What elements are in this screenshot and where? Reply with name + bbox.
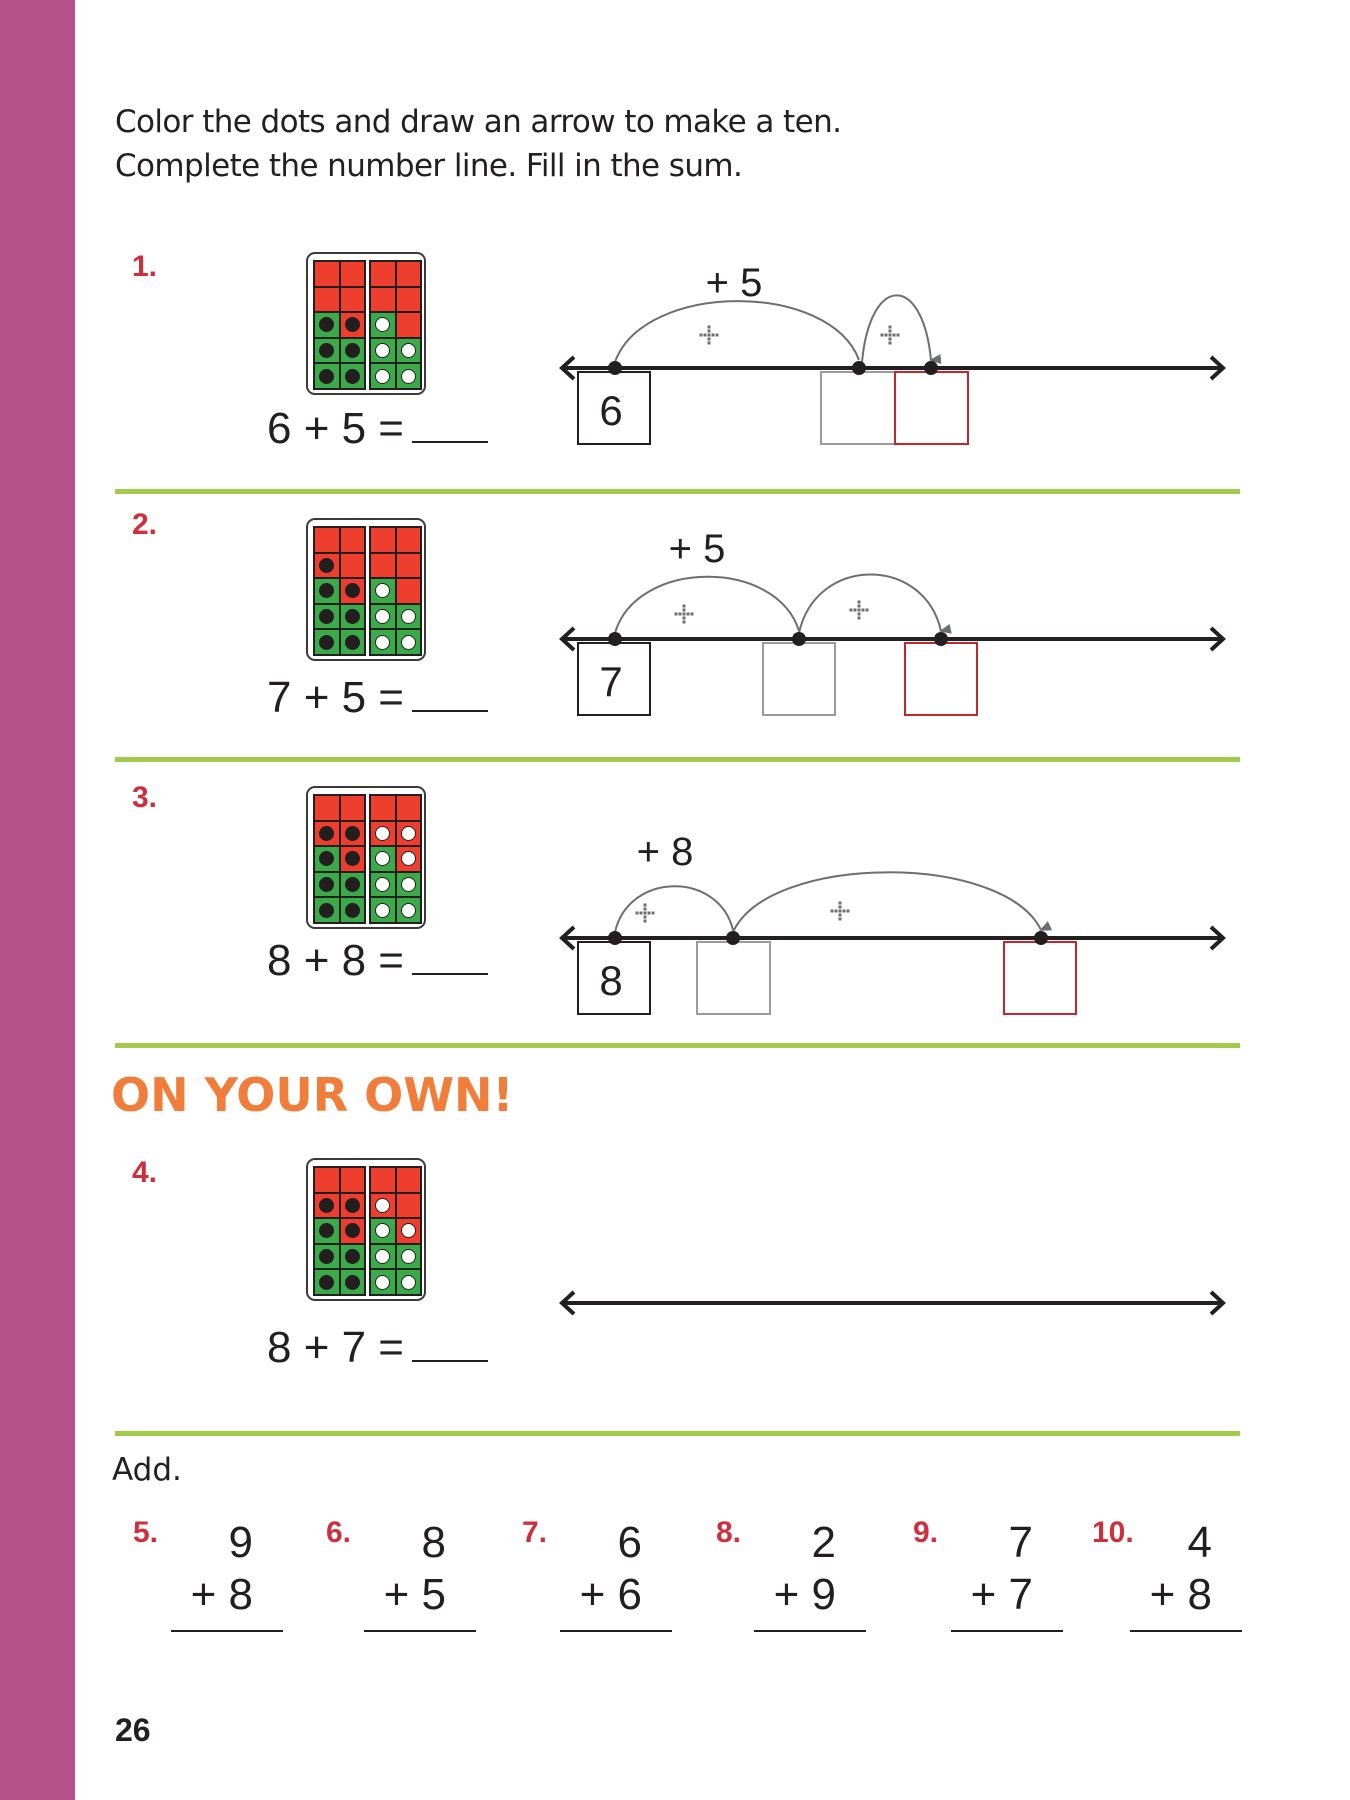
jump-arc: [615, 886, 733, 932]
plus-dot: [683, 617, 686, 620]
plus-dot: [858, 605, 861, 608]
on-your-own-heading: ON YOUR OWN!: [111, 1068, 514, 1122]
problem-number: 6.: [326, 1516, 352, 1549]
plus-dot: [839, 918, 842, 921]
number-line[interactable]: [562, 261, 1223, 444]
dotted-plus-icon[interactable]: [881, 326, 900, 345]
start-value: 6: [599, 387, 623, 434]
sum-answer-box[interactable]: [1004, 942, 1076, 1014]
number-line[interactable]: [562, 1292, 1223, 1314]
addend-bottom: + 8: [1149, 1570, 1212, 1619]
number-line-point: [852, 361, 866, 375]
plus-dot: [683, 609, 686, 612]
dotted-plus-icon[interactable]: [700, 326, 719, 345]
sum-answer-box[interactable]: [895, 372, 968, 444]
number-line[interactable]: [562, 527, 1223, 715]
addend-top: 6: [617, 1518, 642, 1567]
plus-dot: [835, 910, 838, 913]
plus-dot: [652, 912, 655, 915]
start-value-box: [578, 643, 650, 715]
equation-text: 7 + 5 =: [267, 673, 405, 722]
problem-number: 8.: [716, 1516, 742, 1549]
jump-arc: [799, 574, 941, 633]
plus-dot: [679, 613, 682, 616]
addend-top: 2: [811, 1518, 836, 1567]
start-value: 8: [599, 957, 623, 1004]
addend-bottom: + 5: [383, 1570, 446, 1619]
number-line[interactable]: [562, 830, 1223, 1014]
number-line-point: [608, 632, 622, 646]
answer-box-frame: [895, 372, 968, 444]
instruction-line-1: Color the dots and draw an arrow to make a ten.: [115, 104, 842, 140]
start-value: 7: [599, 658, 623, 705]
dotted-plus-icon[interactable]: [850, 601, 869, 620]
plus-dot: [858, 613, 861, 616]
plus-dot: [683, 605, 686, 608]
plus-dot: [691, 613, 694, 616]
plus-dot: [708, 326, 711, 329]
plus-dot: [644, 916, 647, 919]
page-number: 26: [115, 1712, 151, 1748]
plus-dot: [889, 342, 892, 345]
plus-dot: [858, 601, 861, 604]
plus-dot: [889, 330, 892, 333]
dotted-plus-icon[interactable]: [831, 902, 850, 921]
make-ten-answer-box[interactable]: [821, 372, 895, 444]
make-ten-answer-box[interactable]: [763, 643, 835, 715]
plus-dot: [843, 910, 846, 913]
plus-dot: [644, 904, 647, 907]
answer-box-frame: [1004, 942, 1076, 1014]
problem-number: 3.: [132, 781, 158, 814]
plus-dot: [862, 609, 865, 612]
plus-dot: [708, 330, 711, 333]
number-line-point: [792, 632, 806, 646]
addend-bottom: + 7: [970, 1570, 1033, 1619]
plus-dot: [866, 609, 869, 612]
plus-dot: [636, 912, 639, 915]
plus-dot: [847, 910, 850, 913]
answer-box-frame: [697, 942, 770, 1014]
problem-number: 1.: [132, 250, 158, 283]
problem-number: 10.: [1092, 1516, 1134, 1549]
plus-dot: [644, 912, 647, 915]
plus-dot: [708, 338, 711, 341]
problem-number: 7.: [522, 1516, 548, 1549]
plus-dot: [858, 609, 861, 612]
jump-total-label: + 5: [668, 527, 726, 571]
plus-dot: [881, 334, 884, 337]
number-line-point: [934, 632, 948, 646]
number-line-point: [608, 931, 622, 945]
plus-dot: [712, 334, 715, 337]
jump-total-label: + 5: [705, 261, 763, 305]
jump-arc: [615, 301, 859, 362]
equation-text: 6 + 5 =: [267, 404, 405, 453]
plus-dot: [640, 912, 643, 915]
make-ten-answer-box[interactable]: [697, 942, 770, 1014]
start-value-box: [578, 372, 650, 444]
equation-text: 8 + 8 =: [267, 936, 405, 985]
plus-dot: [897, 334, 900, 337]
plus-dot: [839, 902, 842, 905]
plus-dot: [839, 910, 842, 913]
plus-dot: [644, 908, 647, 911]
sum-answer-box[interactable]: [905, 643, 977, 715]
jump-arc: [615, 577, 799, 633]
plus-dot: [839, 914, 842, 917]
plus-dot: [831, 910, 834, 913]
equation-text: 8 + 7 =: [267, 1323, 405, 1372]
problem-number: 2.: [132, 508, 158, 541]
plus-dot: [683, 613, 686, 616]
plus-dot: [839, 906, 842, 909]
problem-number: 5.: [133, 1516, 159, 1549]
answer-box-frame: [905, 643, 977, 715]
answer-box-frame: [763, 643, 835, 715]
jump-total-label: + 8: [636, 830, 694, 874]
plus-dot: [885, 334, 888, 337]
plus-dot: [687, 613, 690, 616]
plus-dot: [850, 609, 853, 612]
plus-dot: [889, 326, 892, 329]
number-line-point: [1034, 931, 1048, 945]
dotted-plus-icon[interactable]: [675, 605, 694, 624]
plus-dot: [858, 617, 861, 620]
plus-dot: [700, 334, 703, 337]
problem-number: 4.: [132, 1156, 158, 1189]
plus-dot: [716, 334, 719, 337]
jump-arc: [733, 872, 1041, 932]
plus-dot: [704, 334, 707, 337]
number-line-point: [924, 361, 938, 375]
add-instruction: Add.: [112, 1452, 182, 1488]
instruction-line-2: Complete the number line. Fill in the sum.: [115, 148, 743, 184]
plus-dot: [675, 613, 678, 616]
dotted-plus-icon[interactable]: [636, 904, 655, 923]
plus-dot: [644, 920, 647, 923]
start-value-box: [578, 942, 650, 1014]
plus-dot: [893, 334, 896, 337]
answer-box-frame: [821, 372, 895, 444]
problem-number: 9.: [913, 1516, 939, 1549]
addend-top: 9: [228, 1518, 253, 1567]
jump-arc: [862, 295, 931, 362]
addend-top: 7: [1008, 1518, 1033, 1567]
plus-dot: [708, 334, 711, 337]
addend-bottom: + 6: [579, 1570, 642, 1619]
number-line-point: [608, 361, 622, 375]
plus-dot: [683, 621, 686, 624]
plus-dot: [889, 338, 892, 341]
plus-dot: [889, 334, 892, 337]
plus-dot: [648, 912, 651, 915]
plus-dot: [854, 609, 857, 612]
addend-top: 8: [421, 1518, 446, 1567]
number-line-point: [726, 931, 740, 945]
plus-dot: [708, 342, 711, 345]
addend-bottom: + 9: [773, 1570, 836, 1619]
addend-top: 4: [1187, 1518, 1212, 1567]
addend-bottom: + 8: [190, 1570, 253, 1619]
